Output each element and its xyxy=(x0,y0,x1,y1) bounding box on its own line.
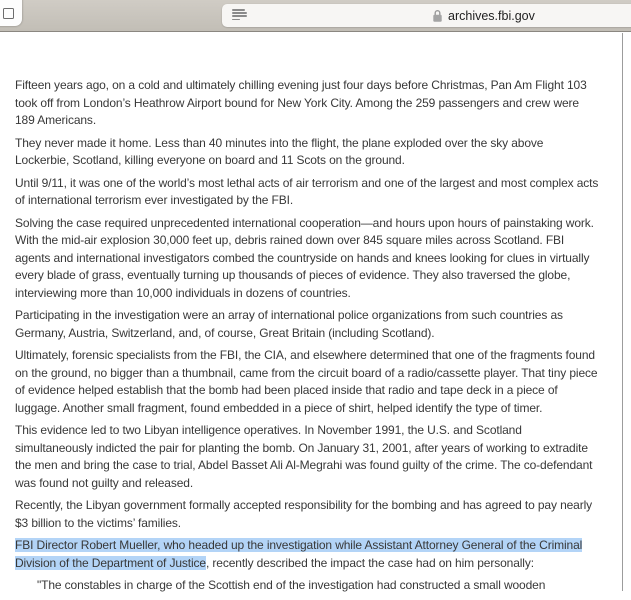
paragraph-mueller xyxy=(15,537,599,572)
browser-toolbar xyxy=(0,0,631,32)
paragraph-participating: Participating in the investigation were an array of international police organizations from such countries as Germany, Austria, Switzerland, and, of course, Great Britain (including Scotland). xyxy=(15,308,563,340)
paragraph-until-911: Until 9/11, it was one of the world’s most lethal acts of air terrorism and one of the largest and most complex acts of international terrorism ever investigated by the FBI. xyxy=(15,175,599,207)
reader-mode-icon[interactable] xyxy=(232,9,248,22)
square-icon xyxy=(3,8,14,19)
web-page xyxy=(0,33,631,591)
paragraph-never-made-it-home: They never made it home. Less than 40 minutes into the flight, the plane exploded over the sky above Lockerbie, Scotland, killing everyone on board and 11 Scots on the ground. xyxy=(15,135,544,167)
paragraph-responsibility: Recently, the Libyan government formally accepted responsibility for the bombing and has agreed to pay nearly $3 billion to the victims’ families. xyxy=(15,498,593,530)
text-selection: FBI Director Robert Mueller, who headed up the investigation while Assistant Attorney General of the Criminal Division of the Department of Justice xyxy=(15,538,583,570)
page-right-border xyxy=(622,33,623,591)
tab-overview-button[interactable] xyxy=(0,0,22,26)
article-body xyxy=(15,77,599,600)
mueller-rest-text: , recently described the impact the case had on him personally: xyxy=(205,555,534,570)
blockquote-constables: "The constables in charge of the Scottish end of the investigation had constructed a small wooden xyxy=(37,578,546,592)
paragraph-forensic: Ultimately, forensic specialists from the FBI, the CIA, and elsewhere determined that one of the fragments found on the ground, no bigger than a thumbnail, came from the circuit board of a radio/cassette player. That tiny piece of evidence helped establish that the bomb had been placed inside that radio and tape deck in a piece of luggage. Another small fragment, found embedded in a piece of shirt, helped identify the type of timer. xyxy=(15,348,598,415)
lock-icon xyxy=(432,9,443,23)
paragraph-solving-the-case: Solving the case required unprecedented international cooperation—and hours upon hours of painstaking work. With the mid-air explosion 30,000 feet up, debris rained down over 845 square miles across Scotland. FBI agents and international investigators combed the countryside on hands and knees looking for clues in virtually every blade of grass, eventually turning up thousands of pieces of evidence. They also traversed the globe, interviewing more than 10,000 individuals in dozens of countries. xyxy=(15,215,594,300)
address-bar[interactable] xyxy=(222,4,631,27)
url-text: archives.fbi.gov xyxy=(448,8,535,23)
paragraph-libyan-operatives: This evidence led to two Libyan intelligence operatives. In November 1991, the U.S. and Scotland simultaneously indicted the pair for planting the bomb. On January 31, 2001, after years of working to extradite the men and bring the case to trial, Abdel Basset Ali Al-Megrahi was found guilty of the crime. The co-defendant was found not guilty and released. xyxy=(15,423,593,490)
paragraph-intro: Fifteen years ago, on a cold and ultimately chilling evening just four days before Christmas, Pan Am Flight 103 took off from London’s Heathrow Airport bound for New York City. Among the 259 passengers and crew were 189 Americans. xyxy=(15,78,587,127)
